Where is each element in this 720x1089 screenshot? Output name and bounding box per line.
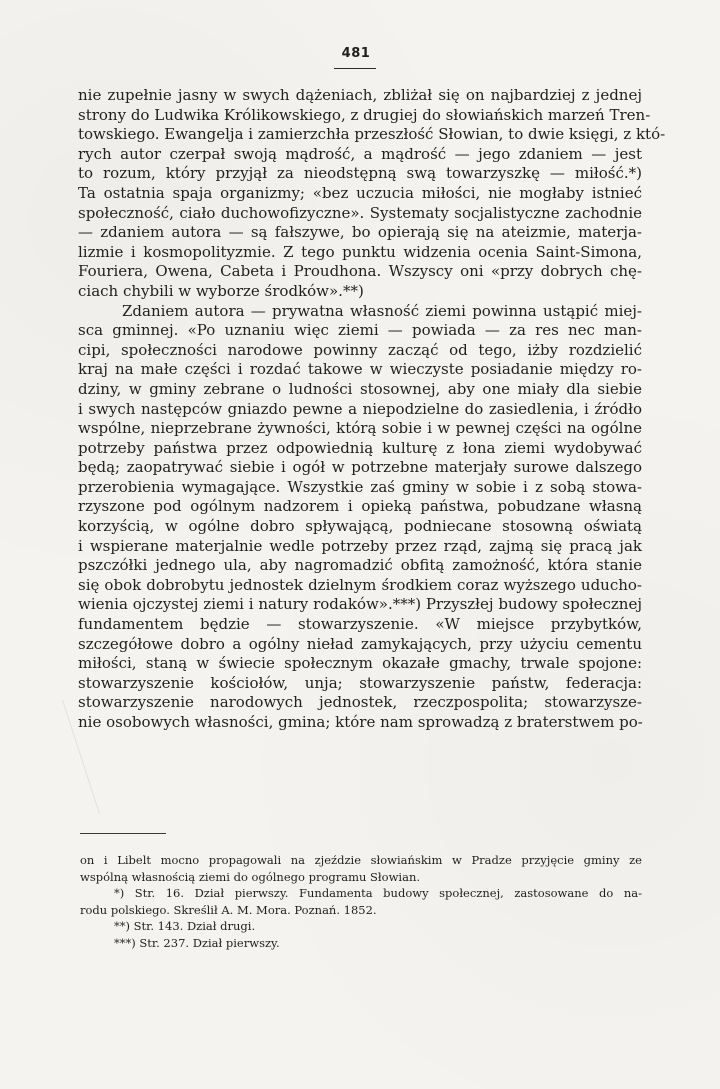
text-line: i swych następców gniazdo pewne a niepodzielne do zasiedlenia, i źródło xyxy=(78,399,642,418)
text-line: nie osobowych własności, gmina; które nam sprowadzą z braterstwem po- xyxy=(78,713,643,731)
text-line: przerobienia wymagające. Wszystkie zaś gminy w sobie i z sobą stowa- xyxy=(78,477,642,496)
text-line: cipi, społeczności narodowe powinny zacząć od tego, iżby rozdzielić xyxy=(78,340,642,359)
text-line: Zdaniem autora — prywatna własność ziemi powinna ustąpić miej- xyxy=(122,301,642,320)
text-line: kraj na małe części i rozdać takowe w wieczyste posiadanie między ro- xyxy=(78,360,642,379)
text-line: lizmie i kosmopolityzmie. Z tego punktu widzenia ocenia Saint-Simona, xyxy=(78,242,642,261)
text-line: rych autor czerpał swoją mądrość, a mądrość — jego zdaniem — jest xyxy=(78,144,642,163)
footnotes xyxy=(80,852,642,952)
footnote-line: rodu polskiego. Skreślił A. M. Mora. Poznań. 1852. xyxy=(80,902,377,917)
text-line: Fouriera, Owena, Cabeta i Proudhona. Wszyscy oni «przy dobrych chę- xyxy=(78,262,642,281)
text-line: fundamentem będzie — stowarzyszenie. «W miejsce przybytków, xyxy=(78,615,642,634)
text-line: szczegółowe dobro a ogólny nieład zamykających, przy użyciu cementu xyxy=(78,634,642,653)
footnote-line: on i Libelt mocno propagowali na zjeździe słowiańskim w Pradze przyjęcie gminy ze xyxy=(80,853,642,867)
text-line: społeczność, ciało duchowofizyczne». Systematy socjalistyczne zachodnie xyxy=(78,203,642,222)
page-number-rule xyxy=(334,68,376,69)
footnote-line: *) Str. 16. Dział pierwszy. Fundamenta budowy społecznej, zastosowane do na- xyxy=(114,886,642,901)
text-line: korzyścią, w ogólne dobro spływającą, podniecane stosowną oświatą xyxy=(78,517,642,536)
text-line: — zdaniem autora — są fałszywe, bo opierają się na ateizmie, materja- xyxy=(78,223,642,242)
text-line: to rozum, który przyjął za nieodstępną swą towarzyszkę — miłość.*) xyxy=(78,164,642,183)
text-line: i wspierane materjalnie wedle potrzeby przez rząd, zajmą się pracą jak xyxy=(78,536,642,555)
text-line: rzyszone pod ogólnym nadzorem i opieką państwa, pobudzane własną xyxy=(78,497,642,516)
text-line: sca gminnej. «Po uznaniu więc ziemi — powiada — za res nec man- xyxy=(78,321,642,340)
text-line: towskiego. Ewangelja i zamierzchła przeszłość Słowian, to dwie księgi, z któ- xyxy=(78,125,666,144)
text-line: będą; zaopatrywać siebie i ogół w potrzebne materjały surowe dalszego xyxy=(78,458,642,477)
text-line: stowarzyszenie narodowych jednostek, rzeczpospolita; stowarzysze- xyxy=(78,693,642,712)
main-text xyxy=(78,86,666,733)
text-line: strony do Ludwika Królikowskiego, z drugiej do słowiańskich marzeń Tren- xyxy=(78,105,651,124)
text-line: wienia ojczystej ziemi i natury rodaków».***) Przyszłej budowy społecznej xyxy=(78,595,642,614)
text-line: stowarzyszenie kościołów, unja; stowarzyszenie państw, federacja: xyxy=(78,673,642,692)
text-line: potrzeby państwa przez odpowiednią kulturę z łona ziemi wydobywać xyxy=(78,438,642,457)
text-line: ciach chybili w wyborze środków».**) xyxy=(78,281,364,300)
text-line: Ta ostatnia spaja organizmy; «bez uczucia miłości, nie mogłaby istnieć xyxy=(78,183,642,202)
text-line: się obok dobrobytu jednostek dzielnym środkiem coraz wyższego uducho- xyxy=(78,575,642,594)
text-line: dziny, w gminy zebrane o ludności stosownej, aby one miały dla siebie xyxy=(78,379,642,398)
page-number: 481 xyxy=(341,46,371,61)
text-line: miłości, staną w świecie społecznym okazałe gmachy, trwale spojone: xyxy=(78,654,642,673)
text-line: wspólne, nieprzebrane żywności, którą sobie i w pewnej części na ogólne xyxy=(78,419,642,438)
footnote-line: ***) Str. 237. Dział pierwszy. xyxy=(114,935,280,950)
footnote-line: wspólną własnością ziemi do ogólnego programu Słowian. xyxy=(80,869,421,884)
footnote-separator xyxy=(80,833,166,834)
text-line: pszczółki jednego ula, aby nagromadzić obfitą zamożność, która stanie xyxy=(78,556,642,575)
text-line: nie zupełnie jasny w swych dążeniach, zbliżał się on najbardziej z jednej xyxy=(78,86,642,104)
footnote-line: **) Str. 143. Dział drugi. xyxy=(114,919,256,934)
